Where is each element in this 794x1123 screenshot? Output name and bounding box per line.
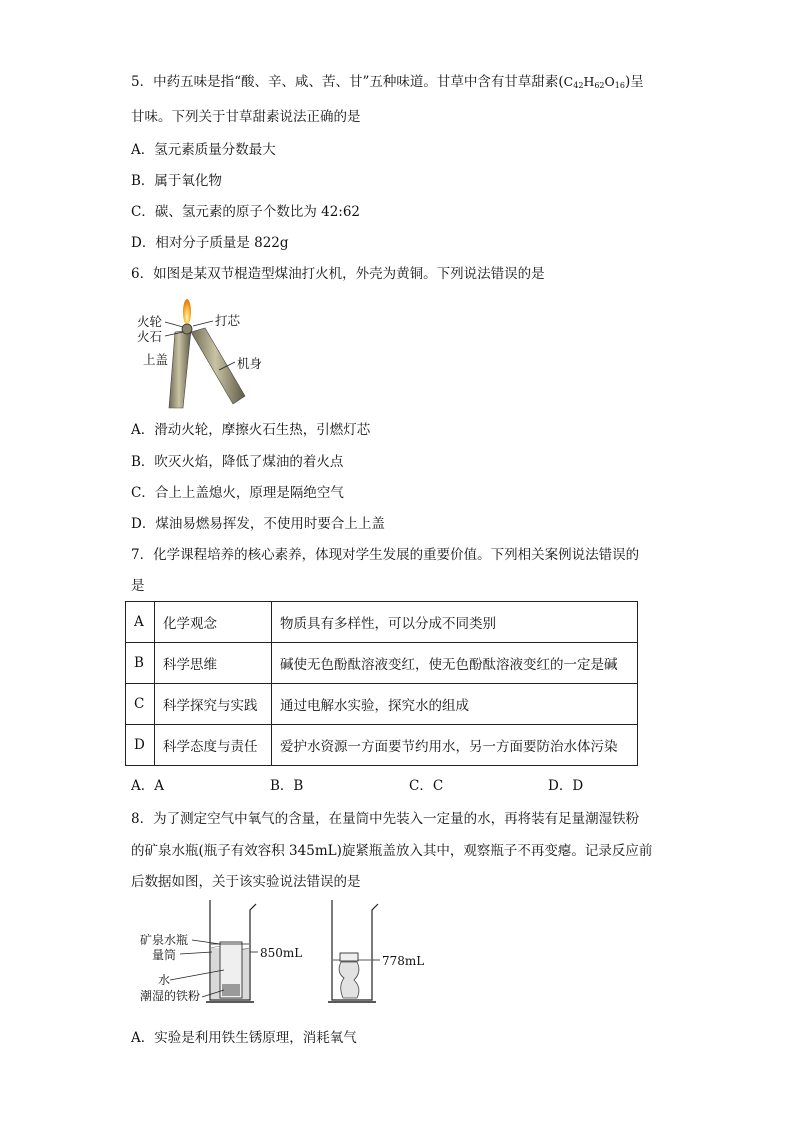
q6-option-b: B．吹灭火焰，降低了煤油的着火点 [131,454,344,470]
label-fire-wheel: 火轮 [137,314,163,329]
q8-stem-line3: 后数据如图，关于该实验说法错误的是 [131,874,361,890]
q7-stem-line2: 是 [131,578,145,594]
q5-option-c: C．碳、氢元素的原子个数比为 42:62 [131,204,361,220]
label-cylinder: 量筒 [152,948,177,962]
q8-stem-line1: 8．为了测定空气中氧气的含量，在量筒中先装入一定量的水，再将装有足量潮湿铁粉 [131,811,640,827]
label-flint: 火石 [137,329,163,344]
q5-stem-line1: 5．中药五味是指“酸、辛、咸、苦、甘”五种味道。甘草中含有甘草甜素$(C_{42}H_{62}O_{16})$呈 [131,74,644,90]
q5-option-b: B．属于氧化物 [131,173,222,189]
label-water: 水 [158,973,171,987]
cylinder-after [328,900,380,1002]
flame-icon [183,299,191,325]
q7-choice-c: C．C [409,778,444,794]
label-iron-powder: 潮湿的铁粉 [140,989,201,1003]
lighter-wheel [182,324,192,334]
label-top-cap: 上盖 [143,352,169,367]
q5-stem-line2: 甘味。下列关于甘草甜素说法正确的是 [131,109,361,125]
label-bottle: 矿泉水瓶 [140,933,189,947]
cylinder-figure [140,898,440,1008]
table-row: B 科学思维 碱使无色酚酞溶液变红，使无色酚酞溶液变红的一定是碱 [126,643,638,684]
reading-after: 778mL [382,954,425,968]
q6-option-d: D．煤油易燃易挥发，不使用时要合上上盖 [131,516,385,532]
q7-choice-d: D．D [548,778,584,794]
lighter-cap [169,330,191,408]
q7-stem-line1: 7．化学课程培养的核心素养，体现对学生发展的重要价值。下列相关案例说法错误的 [131,547,640,563]
table-row: D 科学态度与责任 爱护水资源一方面要节约用水，另一方面要防治水体污染 [126,725,638,766]
table-row: C 科学探究与实践 通过电解水实验，探究水的组成 [126,684,638,725]
q6-option-c: C．合上上盖熄火，原理是隔绝空气 [131,485,344,501]
q5-option-d: D．相对分子质量是 822g [131,235,289,251]
q5-stem-text: 5．中药五味是指“酸、辛、咸、苦、甘”五种味道。甘草中含有甘草甜素( [131,74,564,90]
q6-stem: 6．如图是某双节棍造型煤油打火机，外壳为黄铜。下列说法错误的是 [131,266,545,282]
q7-table [125,601,638,766]
q7-choice-b: B．B [270,778,304,794]
q5-option-a: A．氢元素质量分数最大 [131,142,276,158]
table-row: A 化学观念 物质具有多样性，可以分成不同类别 [126,602,638,643]
q8-stem-line2: 的矿泉水瓶(瓶子有效容积 345mL)旋紧瓶盖放入其中，观察瓶子不再变瘪。记录反应前 [131,843,653,859]
cylinder-before [170,900,258,1002]
label-wick: 打芯 [215,313,241,328]
q8-option-a: A．实验是利用铁生锈原理，消耗氧气 [131,1030,357,1046]
q7-choice-a: A．A [131,778,164,794]
q5-formula: $C_{42}H_{62}O_{16}$ [563,74,625,90]
q6-option-a: A．滑动火轮，摩擦火石生热，引燃灯芯 [131,422,371,438]
reading-before: 850mL [260,946,303,960]
lighter-figure [135,292,275,412]
label-body: 机身 [237,356,263,371]
